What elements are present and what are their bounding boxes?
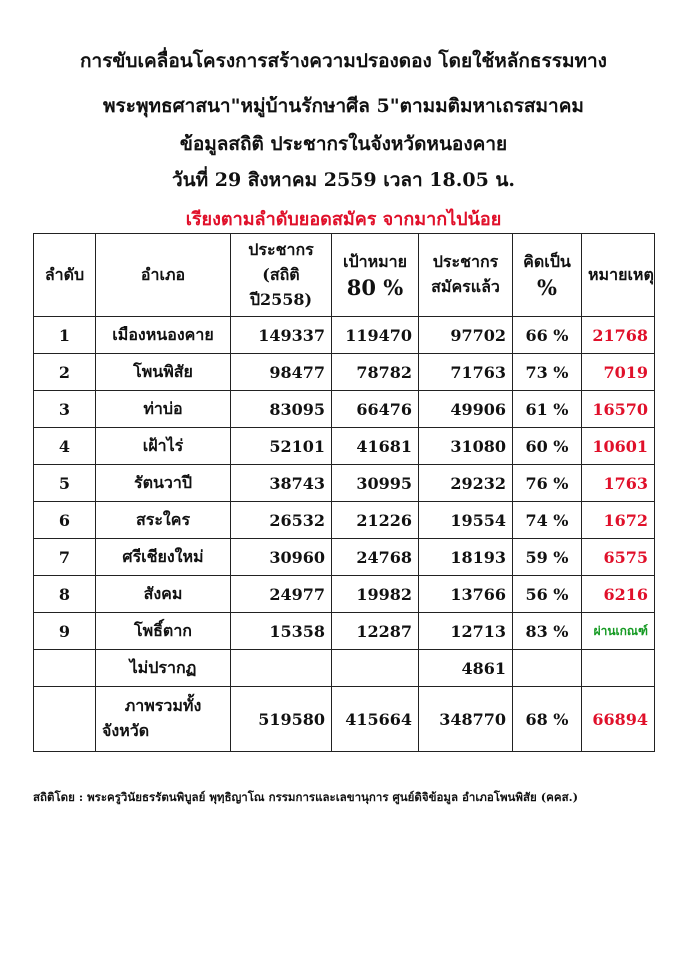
- cell-rank: 2: [34, 354, 96, 391]
- header-registered-line2: สมัครแล้ว: [431, 277, 500, 296]
- cell-population: 26532: [231, 502, 332, 539]
- cell-registered: 19554: [419, 502, 513, 539]
- cell-note: 10601: [582, 428, 655, 465]
- cell-percent: 59 %: [513, 539, 582, 576]
- table-row: [34, 502, 655, 539]
- cell-rank: 9: [34, 613, 96, 650]
- cell-district: โพธิ์ตาก: [96, 613, 231, 650]
- header-target-line1: เป้าหมาย: [342, 252, 408, 271]
- cell-rank: 3: [34, 391, 96, 428]
- header-target-line2: 80 %: [346, 275, 404, 300]
- cell-population: 83095: [231, 391, 332, 428]
- footer-credit: สถิติโดย : พระครูวินัยธรรัตนพิบูลย์ พุทฺธิญาโณ กรรมการและเลขานุการ ศูนย์ดิจิข้อมูล อำเภอโพนพิสัย (คคส.): [33, 790, 579, 804]
- cell-rank-empty: [34, 687, 96, 752]
- cell-note: 1672: [582, 502, 655, 539]
- cell-percent: 56 %: [513, 576, 582, 613]
- cell-target: 119470: [332, 317, 419, 354]
- cell-registered: 12713: [419, 613, 513, 650]
- cell-percent: 60 %: [513, 428, 582, 465]
- cell-note-passed: ผ่านเกณฑ์: [582, 613, 655, 650]
- cell-district: ไม่ปรากฏ: [96, 650, 231, 687]
- cell-target: 78782: [332, 354, 419, 391]
- cell-percent: 68 %: [513, 687, 582, 752]
- cell-percent: 76 %: [513, 465, 582, 502]
- header-population-line2: (สถิติปี2558): [249, 264, 313, 309]
- cell-note: 1763: [582, 465, 655, 502]
- cell-target: 66476: [332, 391, 419, 428]
- table-row-unspecified: [34, 650, 655, 687]
- total-label-line2: จังหวัด: [102, 721, 150, 740]
- cell-percent: 61 %: [513, 391, 582, 428]
- cell-district: สระใคร: [96, 502, 231, 539]
- cell-target: 30995: [332, 465, 419, 502]
- sort-subtitle: เรียงตามลำดับยอดสมัคร จากมากไปน้อย: [185, 209, 502, 230]
- cell-population-empty: [231, 650, 332, 687]
- cell-rank: 4: [34, 428, 96, 465]
- cell-population: 24977: [231, 576, 332, 613]
- table-header-row: [34, 234, 655, 317]
- table-row: [34, 576, 655, 613]
- cell-note: 16570: [582, 391, 655, 428]
- cell-percent-empty: [513, 650, 582, 687]
- table-row: [34, 354, 655, 391]
- cell-registered: 71763: [419, 354, 513, 391]
- cell-rank: 6: [34, 502, 96, 539]
- header-population-line1: ประชากร: [248, 239, 314, 259]
- cell-percent: 66 %: [513, 317, 582, 354]
- cell-target-empty: [332, 650, 419, 687]
- cell-target: 41681: [332, 428, 419, 465]
- table-row: [34, 465, 655, 502]
- cell-percent: 83 %: [513, 613, 582, 650]
- cell-registered: 29232: [419, 465, 513, 502]
- cell-rank-empty: [34, 650, 96, 687]
- total-label-line1: ภาพรวมทั้ง: [124, 696, 202, 715]
- cell-population: 15358: [231, 613, 332, 650]
- header-percent: [513, 234, 582, 317]
- table-row: [34, 391, 655, 428]
- cell-rank: 8: [34, 576, 96, 613]
- table-row: [34, 539, 655, 576]
- cell-target: 21226: [332, 502, 419, 539]
- cell-registered: 18193: [419, 539, 513, 576]
- cell-percent: 73 %: [513, 354, 582, 391]
- cell-district-total: [96, 687, 231, 752]
- cell-district: สังคม: [96, 576, 231, 613]
- cell-target: 415664: [332, 687, 419, 752]
- cell-rank: 5: [34, 465, 96, 502]
- cell-note: 66894: [582, 687, 655, 752]
- header-percent-line2: %: [537, 275, 557, 300]
- cell-registered: 13766: [419, 576, 513, 613]
- title-date: วันที่ 29 สิงหาคม 2559 เวลา 18.05 น.: [171, 169, 516, 191]
- cell-note: 21768: [582, 317, 655, 354]
- header-target: [332, 234, 419, 317]
- cell-percent: 74 %: [513, 502, 582, 539]
- header-note: หมายเหตุ: [582, 234, 655, 317]
- table-row: [34, 613, 655, 650]
- cell-registered: 49906: [419, 391, 513, 428]
- title-line-3: ข้อมูลสถิติ ประชากรในจังหวัดหนองคาย: [179, 133, 508, 155]
- cell-district: ท่าบ่อ: [96, 391, 231, 428]
- cell-population: 30960: [231, 539, 332, 576]
- header-registered: [419, 234, 513, 317]
- cell-rank: 1: [34, 317, 96, 354]
- header-percent-line1: คิดเป็น: [523, 252, 571, 271]
- cell-note: 6575: [582, 539, 655, 576]
- cell-note: 6216: [582, 576, 655, 613]
- cell-target: 19982: [332, 576, 419, 613]
- cell-district: โพนพิสัย: [96, 354, 231, 391]
- cell-population: 149337: [231, 317, 332, 354]
- cell-rank: 7: [34, 539, 96, 576]
- header-registered-line1: ประชากร: [432, 252, 499, 271]
- cell-registered: 97702: [419, 317, 513, 354]
- cell-district: ศรีเชียงใหม่: [96, 539, 231, 576]
- header-population: [231, 234, 332, 317]
- cell-population: 519580: [231, 687, 332, 752]
- header-district: อำเภอ: [96, 234, 231, 317]
- cell-population: 38743: [231, 465, 332, 502]
- cell-district: เฝ้าไร่: [96, 428, 231, 465]
- table-row-total: [34, 687, 655, 752]
- table-row: [34, 428, 655, 465]
- cell-district: เมืองหนองคาย: [96, 317, 231, 354]
- header-rank: ลำดับ: [34, 234, 96, 317]
- cell-target: 24768: [332, 539, 419, 576]
- title-line-2: พระพุทธศาสนา"หมู่บ้านรักษาศีล 5"ตามมติมหาเถรสมาคม: [103, 95, 584, 117]
- population-table: [33, 233, 655, 752]
- cell-target: 12287: [332, 613, 419, 650]
- cell-note-empty: [582, 650, 655, 687]
- cell-population: 98477: [231, 354, 332, 391]
- cell-population: 52101: [231, 428, 332, 465]
- cell-registered: 31080: [419, 428, 513, 465]
- table-row: [34, 317, 655, 354]
- cell-registered: 348770: [419, 687, 513, 752]
- cell-note: 7019: [582, 354, 655, 391]
- cell-registered: 4861: [419, 650, 513, 687]
- title-line-1: การขับเคลื่อนโครงการสร้างความปรองดอง โดยใช้หลักธรรมทาง: [80, 50, 607, 72]
- cell-district: รัตนวาปี: [96, 465, 231, 502]
